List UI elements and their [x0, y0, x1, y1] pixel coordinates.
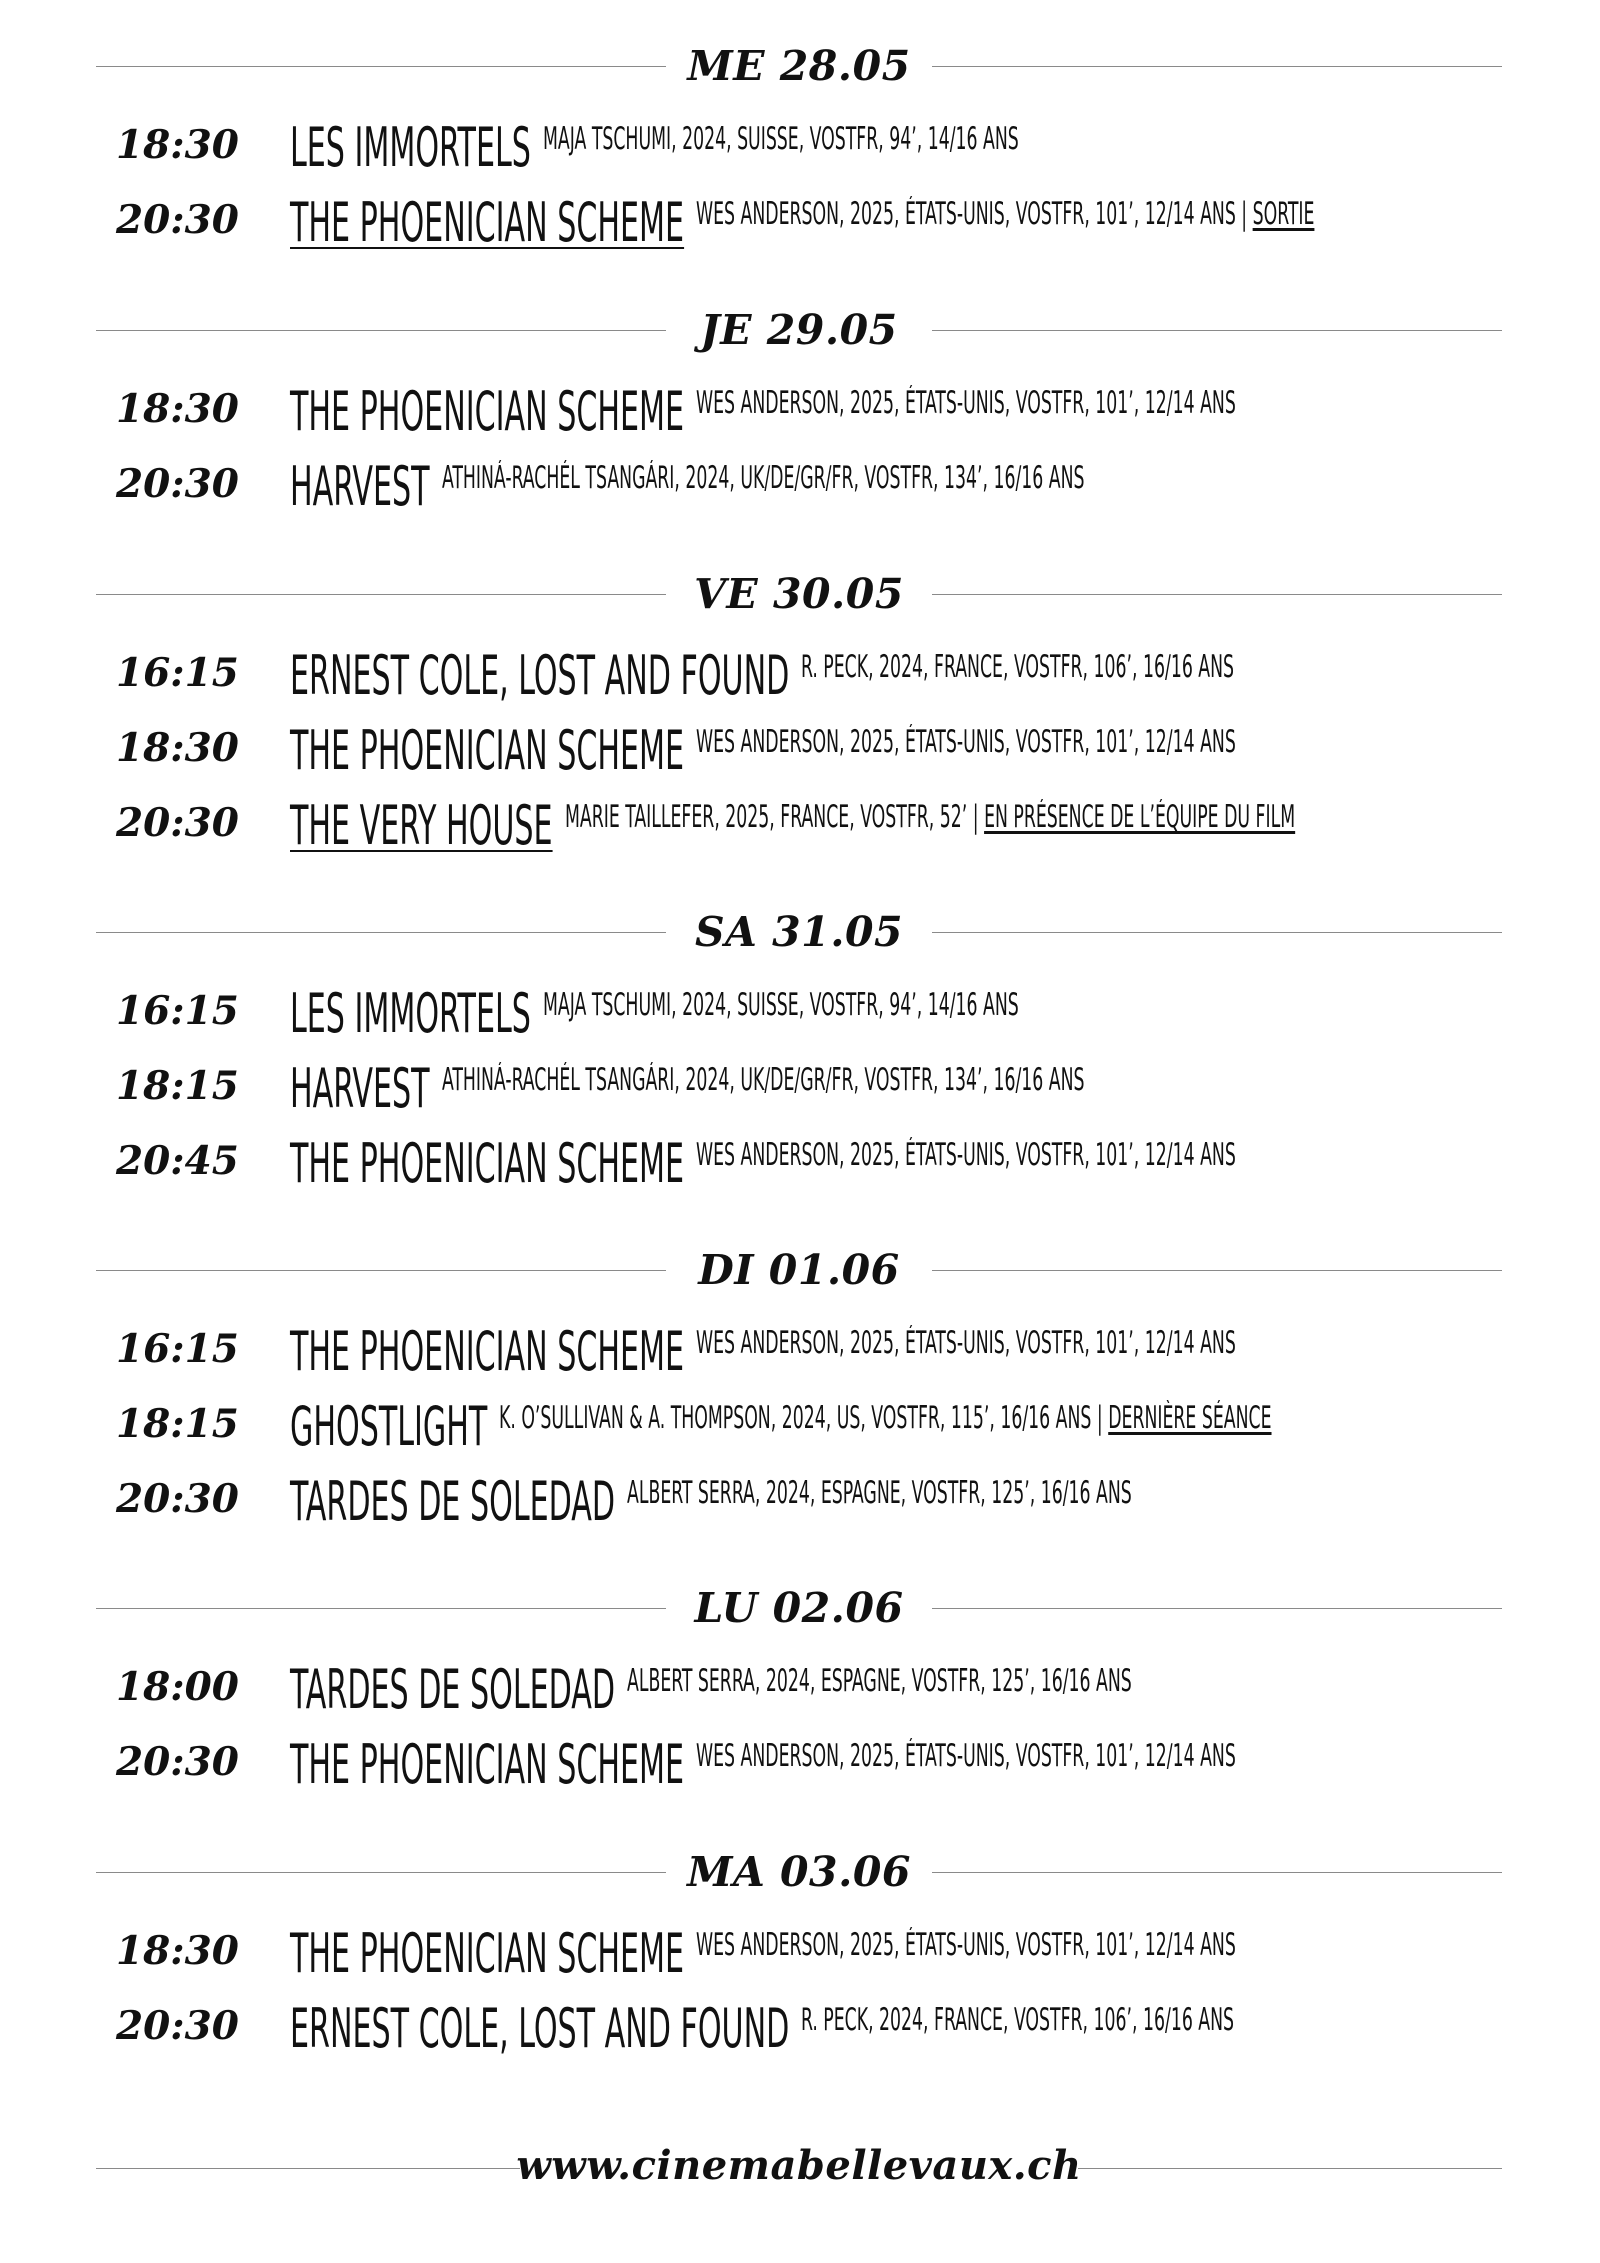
- film-title[interactable]: ERNEST COLE, LOST AND FOUND: [290, 644, 790, 707]
- film-info: [801, 650, 1234, 684]
- screening-time: 16:15: [116, 1326, 239, 1372]
- film-entry: [290, 1922, 1236, 1985]
- screening-row: [116, 118, 1556, 188]
- film-title[interactable]: THE PHOENICIAN SCHEME: [290, 1733, 685, 1796]
- screening-row: [116, 1924, 1556, 1994]
- divider-right: [932, 1872, 1502, 1873]
- film-title[interactable]: HARVEST: [290, 1057, 430, 1120]
- film-entry: [290, 644, 1235, 707]
- film-entry: [290, 455, 1085, 518]
- day-label: SA 31.05: [694, 908, 904, 956]
- screening-time: 20:30: [116, 1476, 239, 1522]
- film-title[interactable]: LES IMMORTELS: [290, 982, 531, 1045]
- day-label: LU 02.06: [694, 1584, 904, 1632]
- film-entry: [290, 1132, 1236, 1195]
- divider-right: [932, 594, 1502, 595]
- day-label: ME 28.05: [687, 42, 911, 90]
- screening-row: [116, 796, 1556, 866]
- day-label: JE 29.05: [700, 306, 898, 354]
- film-info: [696, 1138, 1236, 1172]
- divider-right: [932, 330, 1502, 331]
- screening-time: 16:15: [116, 988, 239, 1034]
- screening-time: 18:30: [116, 386, 239, 432]
- film-details: MAJA TSCHUMI, 2024, SUISSE, VOSTFR, 94’, 14/16 ANS: [542, 987, 1019, 1023]
- film-details: R. PECK, 2024, FRANCE, VOSTFR, 106’, 16/16 ANS: [801, 2002, 1235, 2038]
- screening-time: 20:30: [116, 2003, 239, 2049]
- film-title[interactable]: GHOSTLIGHT: [290, 1395, 488, 1458]
- film-details: K. O’SULLIVAN & A. THOMPSON, 2024, US, VOSTFR, 115’, 16/16 ANS |: [499, 1400, 1109, 1436]
- film-title[interactable]: LES IMMORTELS: [290, 116, 531, 179]
- screening-row: [116, 1660, 1556, 1730]
- film-info: [696, 1739, 1236, 1773]
- website-link[interactable]: www.cinemabellevaux.ch: [516, 2142, 1082, 2189]
- screening-row: [116, 1397, 1556, 1467]
- film-title[interactable]: THE VERY HOUSE: [290, 794, 553, 857]
- film-details: R. PECK, 2024, FRANCE, VOSTFR, 106’, 16/16 ANS: [801, 649, 1235, 685]
- film-info: [696, 386, 1236, 420]
- day-label: VE 30.05: [694, 570, 904, 618]
- screening-time: 20:30: [116, 800, 239, 846]
- day-header: [96, 300, 1502, 360]
- film-info: [627, 1476, 1132, 1510]
- film-entry: [290, 794, 1295, 857]
- film-note[interactable]: EN PRÉSENCE DE L’ÉQUIPE DU FILM: [983, 799, 1295, 835]
- film-title[interactable]: THE PHOENICIAN SCHEME: [290, 1320, 685, 1383]
- film-details: WES ANDERSON, 2025, ÉTATS-UNIS, VOSTFR, 101’, 12/14 ANS |: [696, 196, 1253, 232]
- screening-row: [116, 382, 1556, 452]
- day-header: [96, 36, 1502, 96]
- film-entry: [290, 1997, 1235, 2060]
- film-title[interactable]: THE PHOENICIAN SCHEME: [290, 380, 685, 443]
- screening-time: 20:30: [116, 1739, 239, 1785]
- divider-right: [932, 932, 1502, 933]
- film-info: [696, 1326, 1236, 1360]
- screening-time: 18:30: [116, 122, 239, 168]
- day-label: MA 03.06: [687, 1848, 911, 1896]
- divider-right: [932, 1270, 1502, 1271]
- screening-time: 20:30: [116, 461, 239, 507]
- screening-row: [116, 984, 1556, 1054]
- film-entry: [290, 1658, 1132, 1721]
- film-info: [442, 1063, 1085, 1097]
- screening-row: [116, 1999, 1556, 2069]
- screening-row: [116, 646, 1556, 716]
- day-header: [96, 1240, 1502, 1300]
- screening-time: 18:30: [116, 1928, 239, 1974]
- film-details: WES ANDERSON, 2025, ÉTATS-UNIS, VOSTFR, 101’, 12/14 ANS: [696, 1325, 1236, 1361]
- screening-row: [116, 1059, 1556, 1129]
- film-info: [543, 988, 1019, 1022]
- film-title[interactable]: TARDES DE SOLEDAD: [290, 1658, 616, 1721]
- screening-row: [116, 1322, 1556, 1392]
- film-entry: [290, 380, 1236, 443]
- screening-row: [116, 457, 1556, 527]
- film-entry: [290, 1470, 1132, 1533]
- screening-row: [116, 1735, 1556, 1805]
- divider-right: [1078, 2168, 1502, 2169]
- film-title[interactable]: THE PHOENICIAN SCHEME: [290, 1922, 685, 1985]
- film-title[interactable]: ERNEST COLE, LOST AND FOUND: [290, 1997, 790, 2060]
- day-label: DI 01.06: [698, 1246, 900, 1294]
- divider-right: [932, 1608, 1502, 1609]
- film-details: MARIE TAILLEFER, 2025, FRANCE, VOSTFR, 52’ |: [564, 799, 984, 835]
- film-entry: [290, 1395, 1272, 1458]
- day-header: [96, 1842, 1502, 1902]
- film-info: [627, 1664, 1132, 1698]
- film-info: [543, 122, 1019, 156]
- film-info: [499, 1401, 1272, 1435]
- film-details: ATHINÁ-RACHÉL TSANGÁRI, 2024, UK/DE/GR/FR, VOSTFR, 134’, 16/16 ANS: [441, 460, 1085, 496]
- film-title[interactable]: TARDES DE SOLEDAD: [290, 1470, 616, 1533]
- divider-right: [932, 66, 1502, 67]
- film-note[interactable]: SORTIE: [1252, 196, 1315, 232]
- screening-time: 18:00: [116, 1664, 239, 1710]
- film-details: WES ANDERSON, 2025, ÉTATS-UNIS, VOSTFR, 101’, 12/14 ANS: [696, 1137, 1236, 1173]
- screening-row: [116, 721, 1556, 791]
- screening-time: 20:30: [116, 197, 239, 243]
- film-info: [696, 197, 1314, 231]
- screening-row: [116, 193, 1556, 263]
- film-info: [801, 2003, 1234, 2037]
- day-header: [96, 1578, 1502, 1638]
- screening-time: 20:45: [116, 1138, 239, 1184]
- film-title[interactable]: THE PHOENICIAN SCHEME: [290, 191, 685, 254]
- film-entry: [290, 191, 1315, 254]
- film-details: WES ANDERSON, 2025, ÉTATS-UNIS, VOSTFR, 101’, 12/14 ANS: [696, 1927, 1236, 1963]
- footer: [96, 2138, 1502, 2198]
- film-entry: [290, 1320, 1236, 1383]
- film-details: MAJA TSCHUMI, 2024, SUISSE, VOSTFR, 94’, 14/16 ANS: [542, 121, 1019, 157]
- film-entry: [290, 982, 1019, 1045]
- film-entry: [290, 1057, 1085, 1120]
- film-info: [442, 461, 1085, 495]
- film-info: [565, 800, 1295, 834]
- screening-time: 18:30: [116, 725, 239, 771]
- film-title[interactable]: THE PHOENICIAN SCHEME: [290, 1132, 685, 1195]
- film-entry: [290, 116, 1019, 179]
- film-title[interactable]: HARVEST: [290, 455, 430, 518]
- film-details: ALBERT SERRA, 2024, ESPAGNE, VOSTFR, 125’, 16/16 ANS: [627, 1475, 1132, 1511]
- day-header: [96, 902, 1502, 962]
- screening-row: [116, 1134, 1556, 1204]
- film-note[interactable]: DERNIÈRE SÉANCE: [1108, 1400, 1272, 1436]
- screening-row: [116, 1472, 1556, 1542]
- film-details: ATHINÁ-RACHÉL TSANGÁRI, 2024, UK/DE/GR/FR, VOSTFR, 134’, 16/16 ANS: [441, 1062, 1085, 1098]
- film-details: WES ANDERSON, 2025, ÉTATS-UNIS, VOSTFR, 101’, 12/14 ANS: [696, 385, 1236, 421]
- film-info: [696, 725, 1236, 759]
- film-details: WES ANDERSON, 2025, ÉTATS-UNIS, VOSTFR, 101’, 12/14 ANS: [696, 1738, 1236, 1774]
- film-entry: [290, 1733, 1236, 1796]
- film-title[interactable]: THE PHOENICIAN SCHEME: [290, 719, 685, 782]
- film-info: [696, 1928, 1236, 1962]
- screening-time: 16:15: [116, 650, 239, 696]
- film-details: ALBERT SERRA, 2024, ESPAGNE, VOSTFR, 125’, 16/16 ANS: [627, 1663, 1132, 1699]
- day-header: [96, 564, 1502, 624]
- film-details: WES ANDERSON, 2025, ÉTATS-UNIS, VOSTFR, 101’, 12/14 ANS: [696, 724, 1236, 760]
- film-entry: [290, 719, 1236, 782]
- screening-time: 18:15: [116, 1063, 239, 1109]
- screening-time: 18:15: [116, 1401, 239, 1447]
